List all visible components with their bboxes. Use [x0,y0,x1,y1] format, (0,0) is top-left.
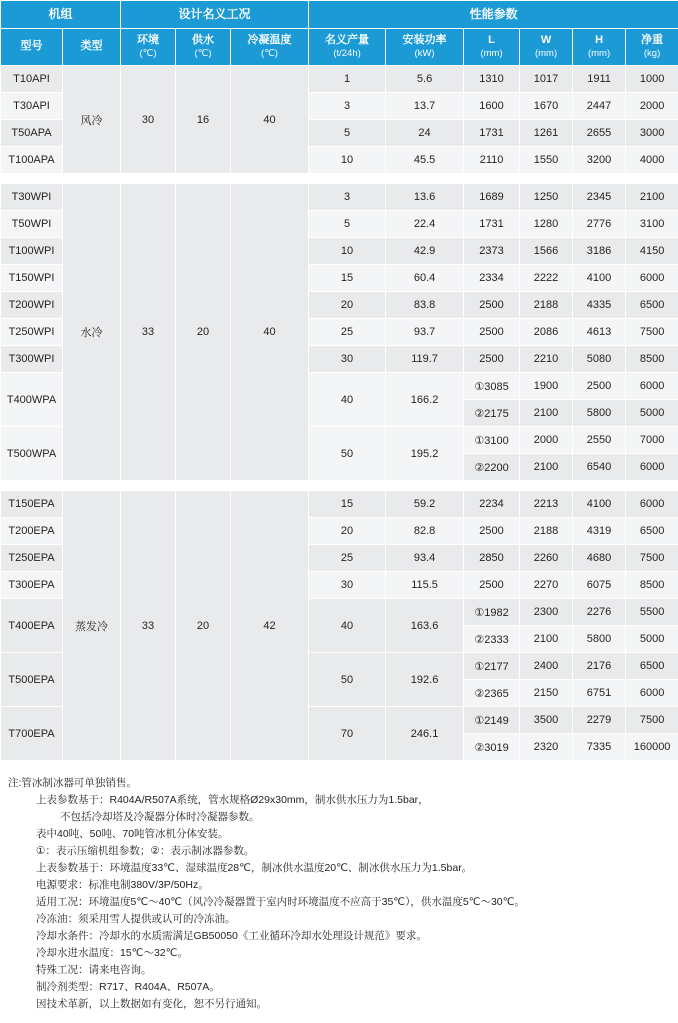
cell-capacity: 70 [309,707,386,761]
group-header-performance: 性能参数 [309,1,678,29]
cell-power: 83.8 [386,292,464,319]
cell-length: ②2175 [464,400,520,427]
cell-width: 2086 [520,319,573,346]
cell-model: T500WPA [1,427,63,481]
cell-type: 蒸发冷 [63,491,121,761]
cell-length: ②3019 [464,734,520,761]
cell-weight: 3100 [626,211,678,238]
section-gap [1,174,678,184]
cell-length: ①3100 [464,427,520,454]
cell-height: 2776 [573,211,626,238]
cell-model: T200WPI [1,292,63,319]
cell-power: 119.7 [386,346,464,373]
cell-width: 2260 [520,545,573,572]
cell-width: 2270 [520,572,573,599]
cell-capacity: 20 [309,292,386,319]
col-type: 类型 [63,29,121,66]
cell-model: T30WPI [1,184,63,211]
cell-capacity: 30 [309,346,386,373]
cell-width: 2188 [520,292,573,319]
cell-power: 13.7 [386,93,464,120]
cell-weight: 7000 [626,427,678,454]
col-model: 型号 [1,29,63,66]
cell-weight: 5000 [626,400,678,427]
cell-capacity: 10 [309,147,386,174]
cell-capacity: 15 [309,491,386,518]
cell-length: 2334 [464,265,520,292]
section-gap-cell [1,174,678,184]
cell-power: 13.6 [386,184,464,211]
cell-height: 5080 [573,346,626,373]
cell-model: T500EPA [1,653,63,707]
cell-length: 2373 [464,238,520,265]
col-height: H (mm) [573,29,626,66]
cell-height: 5800 [573,400,626,427]
cell-power: 22.4 [386,211,464,238]
cell-power: 59.2 [386,491,464,518]
cell-width: 1550 [520,147,573,174]
cell-weight: 6000 [626,454,678,481]
cell-capacity: 5 [309,120,386,147]
cell-width: 1900 [520,373,573,400]
cell-width: 2150 [520,680,573,707]
cell-ambient: 30 [121,66,176,174]
cell-model: T300EPA [1,572,63,599]
cell-power: 166.2 [386,373,464,427]
cell-power: 163.6 [386,599,464,653]
cell-model: T50APA [1,120,63,147]
cell-length: 1731 [464,211,520,238]
col-weight: 净重 (kg) [626,29,678,66]
cell-width: 3500 [520,707,573,734]
cell-width: 1261 [520,120,573,147]
cell-width: 1017 [520,66,573,93]
cell-length: 2500 [464,518,520,545]
cell-weight: 5000 [626,626,678,653]
cell-weight: 8500 [626,572,678,599]
cell-height: 6075 [573,572,626,599]
cell-length: 2110 [464,147,520,174]
cell-length: 1600 [464,93,520,120]
cell-power: 60.4 [386,265,464,292]
table-head [1,1,678,66]
cell-model: T200EPA [1,518,63,545]
cell-length: ②2200 [464,454,520,481]
section-gap [1,481,678,491]
cell-weight: 6000 [626,265,678,292]
cell-width: 2000 [520,427,573,454]
cell-model: T700EPA [1,707,63,761]
cell-width: 2320 [520,734,573,761]
cell-height: 2655 [573,120,626,147]
cell-water: 20 [176,491,231,761]
notes-block [0,775,678,1023]
cell-capacity: 3 [309,184,386,211]
cell-power: 82.8 [386,518,464,545]
cell-weight: 7500 [626,545,678,572]
cell-width: 1566 [520,238,573,265]
cell-capacity: 1 [309,66,386,93]
cell-capacity: 10 [309,238,386,265]
cell-width: 2400 [520,653,573,680]
cell-capacity: 20 [309,518,386,545]
cell-height: 3200 [573,147,626,174]
cell-height: 4100 [573,491,626,518]
cell-height: 2447 [573,93,626,120]
cell-width: 2222 [520,265,573,292]
cell-power: 115.5 [386,572,464,599]
cell-power: 192.6 [386,653,464,707]
col-capacity: 名义产量 (t/24h) [309,29,386,66]
cell-height: 4100 [573,265,626,292]
cell-weight: 5500 [626,599,678,626]
cell-model: T100APA [1,147,63,174]
cell-weight: 6500 [626,653,678,680]
cell-height: 2550 [573,427,626,454]
cell-width: 2188 [520,518,573,545]
cell-height: 4680 [573,545,626,572]
note-line: 电源要求：标准电制380V/3P/50Hz。 [8,877,670,894]
table-column-header-row [1,29,678,66]
cell-weight: 6500 [626,518,678,545]
cell-type: 风冷 [63,66,121,174]
cell-power: 246.1 [386,707,464,761]
cell-weight: 6000 [626,680,678,707]
cell-water: 20 [176,184,231,481]
cell-length: 2500 [464,319,520,346]
cell-length: 1731 [464,120,520,147]
cell-length: 2234 [464,491,520,518]
note-line: 冷却水条件：冷却水的水质需满足GB50050《工业循环冷却水处理设计规范》要求。 [8,928,670,945]
cell-weight: 160000 [626,734,678,761]
col-length: L (mm) [464,29,520,66]
cell-length: 2500 [464,572,520,599]
cell-length: ①2149 [464,707,520,734]
cell-width: 2210 [520,346,573,373]
cell-width: 1250 [520,184,573,211]
cell-weight: 2000 [626,93,678,120]
cell-power: 93.4 [386,545,464,572]
cell-length: 2850 [464,545,520,572]
cell-weight: 4150 [626,238,678,265]
cell-capacity: 25 [309,545,386,572]
cell-ambient: 33 [121,491,176,761]
table-group-header-row [1,1,678,29]
col-power: 安装功率 (kW) [386,29,464,66]
cell-power: 45.5 [386,147,464,174]
cell-model: T250WPI [1,319,63,346]
cell-model: T150WPI [1,265,63,292]
col-condensing-temp: 冷凝温度 (℃) [231,29,309,66]
cell-power: 195.2 [386,427,464,481]
cell-length: 1310 [464,66,520,93]
cell-power: 93.7 [386,319,464,346]
cell-model: T30API [1,93,63,120]
cell-type: 水冷 [63,184,121,481]
note-line: 冷冻油：须采用雪人提供或认可的冷冻油。 [8,911,670,928]
cell-width: 1670 [520,93,573,120]
cell-condensing-temp: 40 [231,66,309,174]
notes-label: 注: [8,775,21,792]
cell-weight: 6000 [626,491,678,518]
note-line: 因技术革新，以上数据如有变化，恕不另行通知。 [8,996,670,1013]
cell-weight: 3000 [626,120,678,147]
cell-width: 2300 [520,599,573,626]
note-line: 表中40吨、50吨、70吨管冰机分体安装。 [8,826,670,843]
cell-length: ①3085 [464,373,520,400]
note-text: 管冰制冰器可单独销售。 [21,777,137,789]
cell-height: 2176 [573,653,626,680]
cell-capacity: 15 [309,265,386,292]
cell-length: ②2333 [464,626,520,653]
cell-weight: 7500 [626,319,678,346]
cell-model: T50WPI [1,211,63,238]
cell-height: 4319 [573,518,626,545]
note-line: 不包括冷却塔及冷凝器分体时冷凝器参数。 [8,809,670,826]
cell-width: 2213 [520,491,573,518]
cell-condensing-temp: 42 [231,491,309,761]
cell-weight: 4000 [626,147,678,174]
cell-weight: 6000 [626,373,678,400]
cell-width: 1280 [520,211,573,238]
cell-capacity: 25 [309,319,386,346]
cell-height: 1911 [573,66,626,93]
table-row [1,184,678,211]
group-header-conditions: 设计名义工况 [121,1,309,29]
group-header-machine: 机组 [1,1,121,29]
section-gap-cell [1,481,678,491]
cell-height: 2500 [573,373,626,400]
cell-model: T10API [1,66,63,93]
cell-capacity: 5 [309,211,386,238]
cell-height: 2345 [573,184,626,211]
note-line: 上表参数基于：环境温度33℃、湿球温度28℃，制冰供水温度20℃、制冰供水压力为1.5bar。 [8,860,670,877]
cell-model: T300WPI [1,346,63,373]
cell-capacity: 30 [309,572,386,599]
note-line: 适用工况：环境温度5℃～40℃（风冷冷凝器置于室内时环境温度不应高于35℃），供水温度5℃～30℃。 [8,894,670,911]
cell-length: 1689 [464,184,520,211]
note-line: 上表参数基于：R404A/R507A系统，管水规格Ø29x30mm，制水供水压力为1.5bar， [8,792,670,809]
cell-ambient: 33 [121,184,176,481]
cell-height: 2279 [573,707,626,734]
cell-power: 24 [386,120,464,147]
cell-height: 3186 [573,238,626,265]
cell-length: ②2365 [464,680,520,707]
cell-length: ①2177 [464,653,520,680]
col-width: W (mm) [520,29,573,66]
col-water: 供水 (℃) [176,29,231,66]
cell-model: T150EPA [1,491,63,518]
cell-water: 16 [176,66,231,174]
cell-length: 2500 [464,346,520,373]
cell-length: 2500 [464,292,520,319]
cell-width: 2100 [520,626,573,653]
cell-capacity: 50 [309,653,386,707]
note-line [8,775,670,792]
cell-weight: 2100 [626,184,678,211]
note-line: 制冷剂类型：R717、R404A、R507A。 [8,979,670,996]
note-line: ①：表示压缩机组参数；②：表示制冰器参数。 [8,843,670,860]
cell-model: T100WPI [1,238,63,265]
cell-height: 6751 [573,680,626,707]
cell-height: 4335 [573,292,626,319]
cell-height: 5800 [573,626,626,653]
cell-weight: 6500 [626,292,678,319]
cell-capacity: 40 [309,373,386,427]
cell-length: ①1982 [464,599,520,626]
cell-weight: 8500 [626,346,678,373]
cell-height: 6540 [573,454,626,481]
cell-capacity: 40 [309,599,386,653]
cell-height: 4613 [573,319,626,346]
note-line: 冷却水进水温度：15℃～32℃。 [8,945,670,962]
cell-power: 5.6 [386,66,464,93]
cell-power: 42.9 [386,238,464,265]
cell-model: T250EPA [1,545,63,572]
cell-condensing-temp: 40 [231,184,309,481]
table-row [1,66,678,93]
col-ambient: 环境 (℃) [121,29,176,66]
cell-width: 2100 [520,400,573,427]
note-line: 特殊工况：请来电咨询。 [8,962,670,979]
cell-capacity: 50 [309,427,386,481]
cell-capacity: 3 [309,93,386,120]
cell-height: 7335 [573,734,626,761]
cell-weight: 1000 [626,66,678,93]
table-row [1,491,678,518]
table-body [1,66,678,761]
cell-model: T400WPA [1,373,63,427]
cell-model: T400EPA [1,599,63,653]
cell-width: 2100 [520,454,573,481]
cell-height: 2276 [573,599,626,626]
cell-weight: 7500 [626,707,678,734]
